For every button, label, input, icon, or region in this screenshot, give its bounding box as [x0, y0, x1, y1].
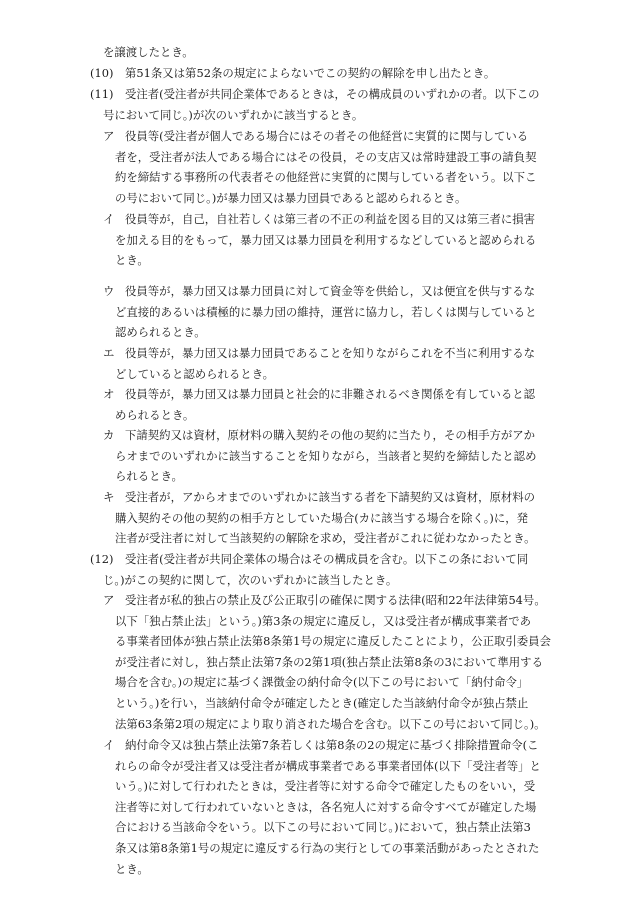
text-line: 号において同じ。)が次のいずれかに該当するとき。: [103, 107, 364, 122]
text-line: 役員等が，暴力団又は暴力団員と社会的に非難されるべき関係を有していると認: [125, 387, 536, 401]
continuation-text: [103, 42, 583, 63]
sub-label-ki: キ: [103, 490, 115, 504]
sub-label-ka: カ: [103, 428, 115, 442]
text-line: ど直接的あるいは積極的に暴力団の維持，運営に協力し，若しくは関与していると: [115, 304, 537, 319]
text-line: 第51条又は第52条の規定によらないでこの契約の解除を申し出たとき。: [125, 66, 496, 80]
text-line: を譲渡したとき。: [103, 45, 194, 59]
text-line: 役員等が，暴力団又は暴力団員に対して資金等を供給し，又は便宜を供与するな: [125, 284, 536, 298]
text-line: 条又は第8条第1号の規定に違反する行為の実行としての事業活動があったとされた: [115, 840, 540, 855]
text-line: 受注者(受注者が共同企業体の場合はその構成員を含む。以下この条において同: [125, 552, 529, 566]
sub-label-i: イ: [103, 212, 115, 226]
text-line: とき。: [115, 253, 149, 268]
text-line: じ。)がこの契約に関して，次のいずれかに該当したとき。: [103, 572, 398, 587]
text-line: 役員等が，自己，自社若しくは第三者の不正の利益を図る目的又は第三者に損害: [125, 212, 536, 226]
text-line: 役員等(受注者が個人である場合にはその者その他経営に実質的に関与している: [125, 129, 529, 143]
text-line: られるとき。: [115, 469, 183, 484]
sub-label-a: ア: [103, 129, 115, 143]
text-line: 法第63条第2項の規定により取り消された場合を含む。以下この号において同じ。)。: [115, 716, 546, 731]
text-line: 下請契約又は資材，原材料の購入契約その他の契約に当たり，その相手方がアか: [125, 428, 536, 442]
text-line: が受注者に対し，独占禁止法第7条の2第1項(独占禁止法第8条の3において準用する: [115, 654, 543, 669]
text-line: 役員等が，暴力団又は暴力団員であることを知りながらこれを不当に利用するな: [125, 346, 536, 360]
text-line: 約を締結する事務所の代表者その他経営に実質的に関与している者をいう。以下こ: [115, 170, 537, 185]
text-line: の号において同じ。)が暴力団又は暴力団員であると認められるとき。: [115, 190, 467, 205]
text-line: 受注者が私的独占の禁止及び公正取引の確保に関する法律(昭和22年法律第54号。: [125, 593, 546, 607]
text-line: 認められるとき。: [115, 325, 206, 340]
item-number-11: (11): [90, 87, 114, 101]
item-11-sub-ka: [115, 425, 585, 487]
text-line: 受注者が，アからオまでのいずれかに該当する者を下請契約又は資材，原材料の: [125, 490, 536, 504]
text-line: 納付命令又は独占禁止法第7条若しくは第8条の2の規定に基づく排除措置命令(こ: [125, 738, 539, 752]
item-11-sub-e: [115, 343, 585, 384]
text-line: を加える目的をもって，暴力団又は暴力団員を利用するなどしていると認められる: [115, 232, 537, 247]
text-line: 場合を含む。)の規定に基づく課徴金の納付命令(以下この号において「納付命令」: [115, 675, 529, 690]
text-line: どしていると認められるとき。: [115, 366, 275, 381]
item-11-text: [103, 84, 583, 125]
text-line: 合における当該命令をいう。以下この号において同じ。)において，独占禁止法第3: [115, 820, 531, 835]
item-11-sub-i: [115, 209, 585, 271]
text-line: 注者が受注者に対して当該契約の解除を求め，受注者がこれに従わなかったとき。: [115, 531, 536, 546]
text-line: いう。)に対して行われたときは，受注者等に対する命令で確定したものをいい，受: [115, 779, 536, 794]
text-line: 受注者(受注者が共同企業体であるときは，その構成員のいずれかの者。以下この: [125, 87, 540, 101]
text-line: という。)を行い，当該納付命令が確定したとき(確定した当該納付命令が独占禁止: [115, 695, 529, 710]
item-11-sub-o: [115, 384, 585, 425]
text-line: れらの命令が受注者又は受注者が構成事業者である事業者団体(以下「受注者等」と: [115, 758, 541, 773]
text-line: らオまでのいずれかに該当することを知りながら，当該者と契約を締結したと認め: [115, 448, 537, 463]
sub-label-o: オ: [103, 387, 115, 401]
item-11-sub-ki: [115, 487, 585, 549]
sub-label-u: ウ: [103, 284, 115, 298]
text-line: 者を，受注者が法人である場合にはその役員，その支店又は常時建設工事の請負契: [115, 149, 537, 164]
item-12-sub-i: [115, 735, 585, 879]
item-12-text: [103, 549, 583, 590]
item-10-text: [125, 63, 585, 84]
text-line: る事業者団体が独占禁止法第8条第1号の規定に違反したことにより，公正取引委員会: [115, 634, 551, 649]
item-12-sub-a: [115, 590, 585, 734]
item-number-12: (12): [90, 552, 114, 566]
text-line: 注者等に対して行われていないときは，各名宛人に対する命令すべてが確定した場: [115, 799, 537, 814]
text-line: とき。: [115, 861, 149, 876]
item-number-10: (10): [90, 66, 114, 80]
text-line: 以下「独占禁止法」という。)第3条の規定に違反し，又は受注者が構成事業者であ: [115, 613, 532, 628]
text-line: められるとき。: [115, 407, 195, 422]
item-11-sub-a: [115, 126, 585, 208]
item-11-sub-u: [115, 281, 585, 343]
sub-label-e: エ: [103, 346, 115, 360]
sub-label-i: イ: [103, 738, 115, 752]
sub-label-a: ア: [103, 593, 115, 607]
text-line: 購入契約その他の契約の相手方としていた場合(カに該当する場合を除く。)に，発: [115, 510, 529, 525]
